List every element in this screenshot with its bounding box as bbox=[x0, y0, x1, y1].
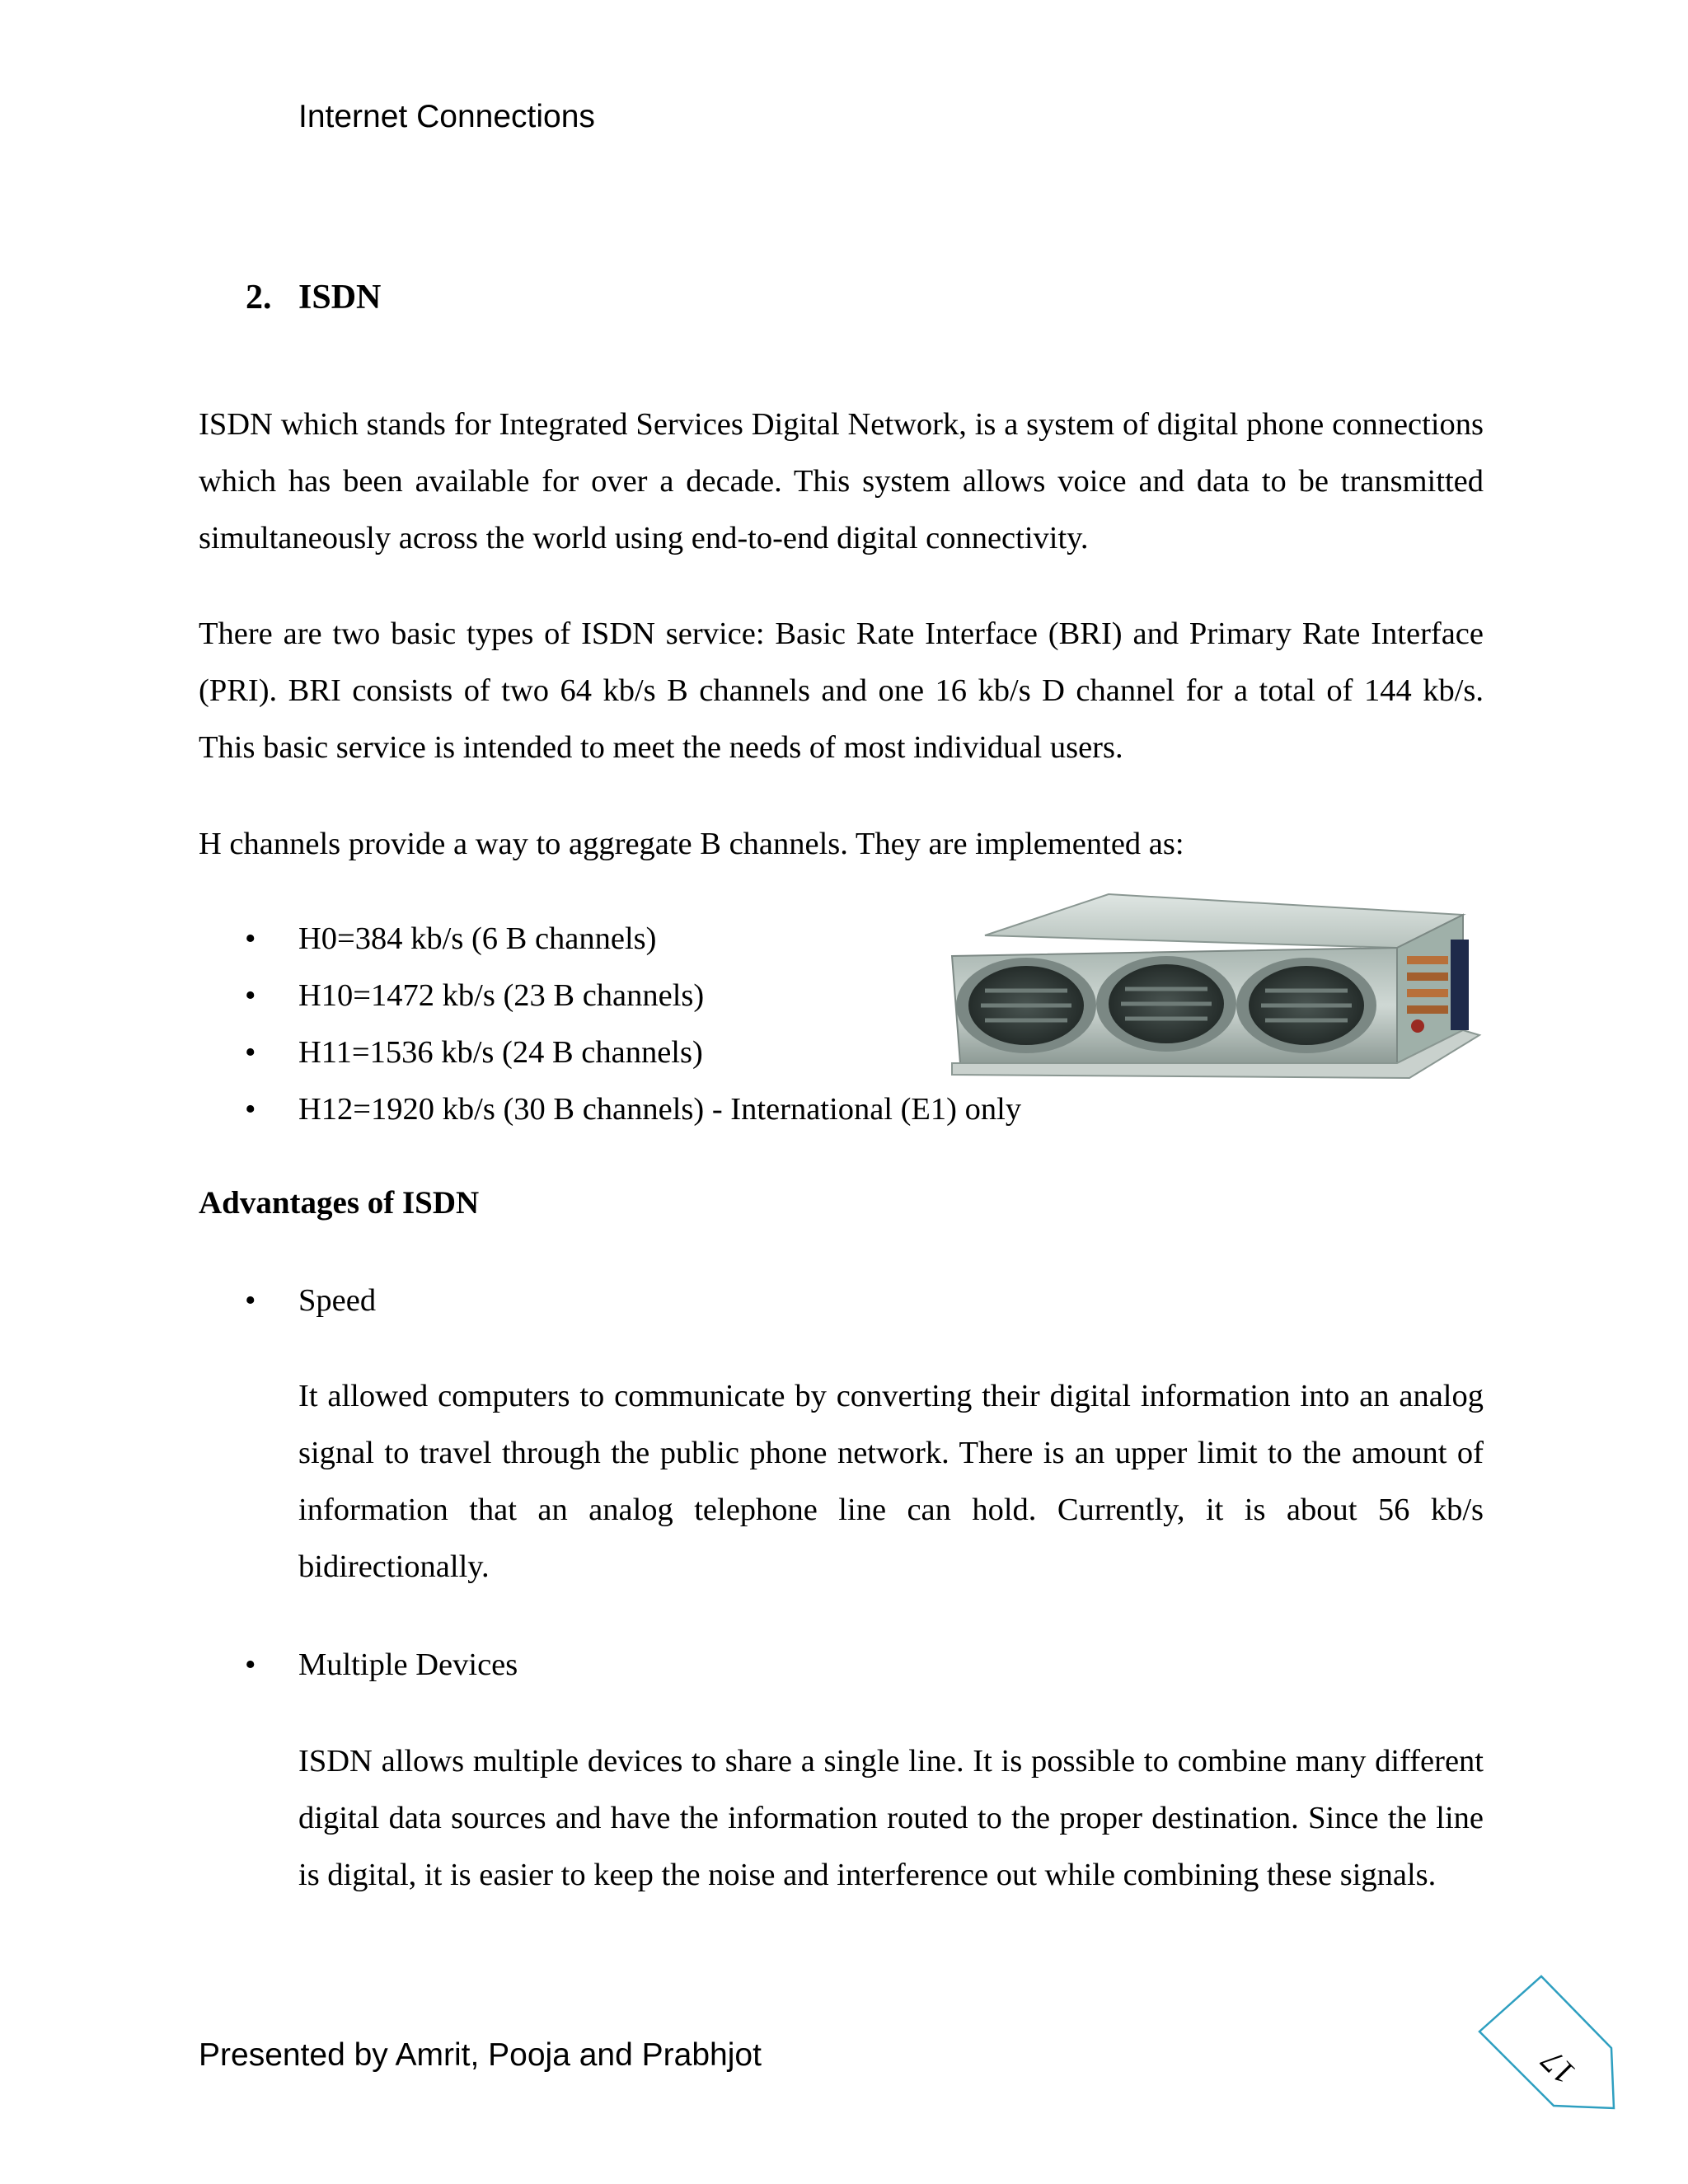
fan-opening-icon bbox=[1236, 958, 1376, 1053]
page-footer: Presented by Amrit, Pooja and Prabhjot bbox=[199, 2037, 762, 2073]
section-number: 2. bbox=[246, 279, 272, 316]
section-title bbox=[246, 276, 381, 319]
bullet-icon: • bbox=[245, 978, 256, 1013]
fan-opening-icon bbox=[956, 958, 1096, 1053]
list-item-text: H12=1920 kb/s (30 B channels) - International (E1) only bbox=[298, 1092, 1022, 1127]
bullet-icon: • bbox=[245, 1283, 256, 1318]
service-types-paragraph: There are two basic types of ISDN service: Basic Rate Interface (BRI) and Primary Rate Interface (PRI). BRI consists of two 64 kb/s B channels and one 16 kb/s D channel for a total of 144 kb/s. This basic service is intended to meet the needs of most individual users. bbox=[199, 616, 1484, 765]
advantage-description-multiple-devices: ISDN allows multiple devices to share a single line. It is possible to combine many different digital data sources and have the information routed to the proper destination. Since the line is digital, it is easier to keep the noise and interference out while combining these signals. bbox=[298, 1744, 1484, 1892]
list-item-text: H11=1536 kb/s (24 B channels) bbox=[298, 1035, 703, 1070]
bullet-icon: • bbox=[245, 1035, 256, 1070]
list-item-text: H0=384 kb/s (6 B channels) bbox=[298, 921, 657, 956]
advantage-description-speed: It allowed computers to communicate by converting their digital information into an analog signal to travel through the public phone network. There is an upper limit to the amount of information that an analog telephone line can hold. Currently, it is about 56 kb/s bidirectionally. bbox=[298, 1379, 1484, 1584]
page-number-badge bbox=[1475, 1970, 1624, 2118]
bullet-icon: • bbox=[245, 1092, 256, 1127]
h-channels-paragraph: H channels provide a way to aggregate B channels. They are implemented as: bbox=[199, 827, 1184, 861]
page-badge-shape bbox=[1479, 1976, 1614, 2108]
page-number: 17 bbox=[1532, 2041, 1583, 2093]
advantage-item-speed bbox=[199, 1272, 1484, 1329]
list-item bbox=[199, 1081, 1188, 1138]
fan-opening-icon bbox=[1096, 956, 1236, 1052]
intro-paragraph: ISDN which stands for Integrated Services Digital Network, is a system of digital phone connections which has been available for over a decade. This system allows voice and data to be transmitted simultaneously across the world using end-to-end digital connectivity. bbox=[199, 407, 1484, 555]
bullet-icon: • bbox=[245, 1647, 256, 1682]
list-item-text: H10=1472 kb/s (23 B channels) bbox=[298, 978, 705, 1013]
advantage-item-multiple-devices bbox=[199, 1637, 1484, 1694]
page-header: Internet Connections bbox=[298, 99, 595, 134]
section-title-text: ISDN bbox=[298, 279, 382, 316]
advantages-heading: Advantages of ISDN bbox=[199, 1185, 480, 1221]
bullet-icon: • bbox=[245, 921, 256, 956]
isdn-device-image bbox=[935, 890, 1496, 1088]
advantage-title: Multiple Devices bbox=[298, 1647, 518, 1682]
advantage-title: Speed bbox=[298, 1283, 377, 1318]
